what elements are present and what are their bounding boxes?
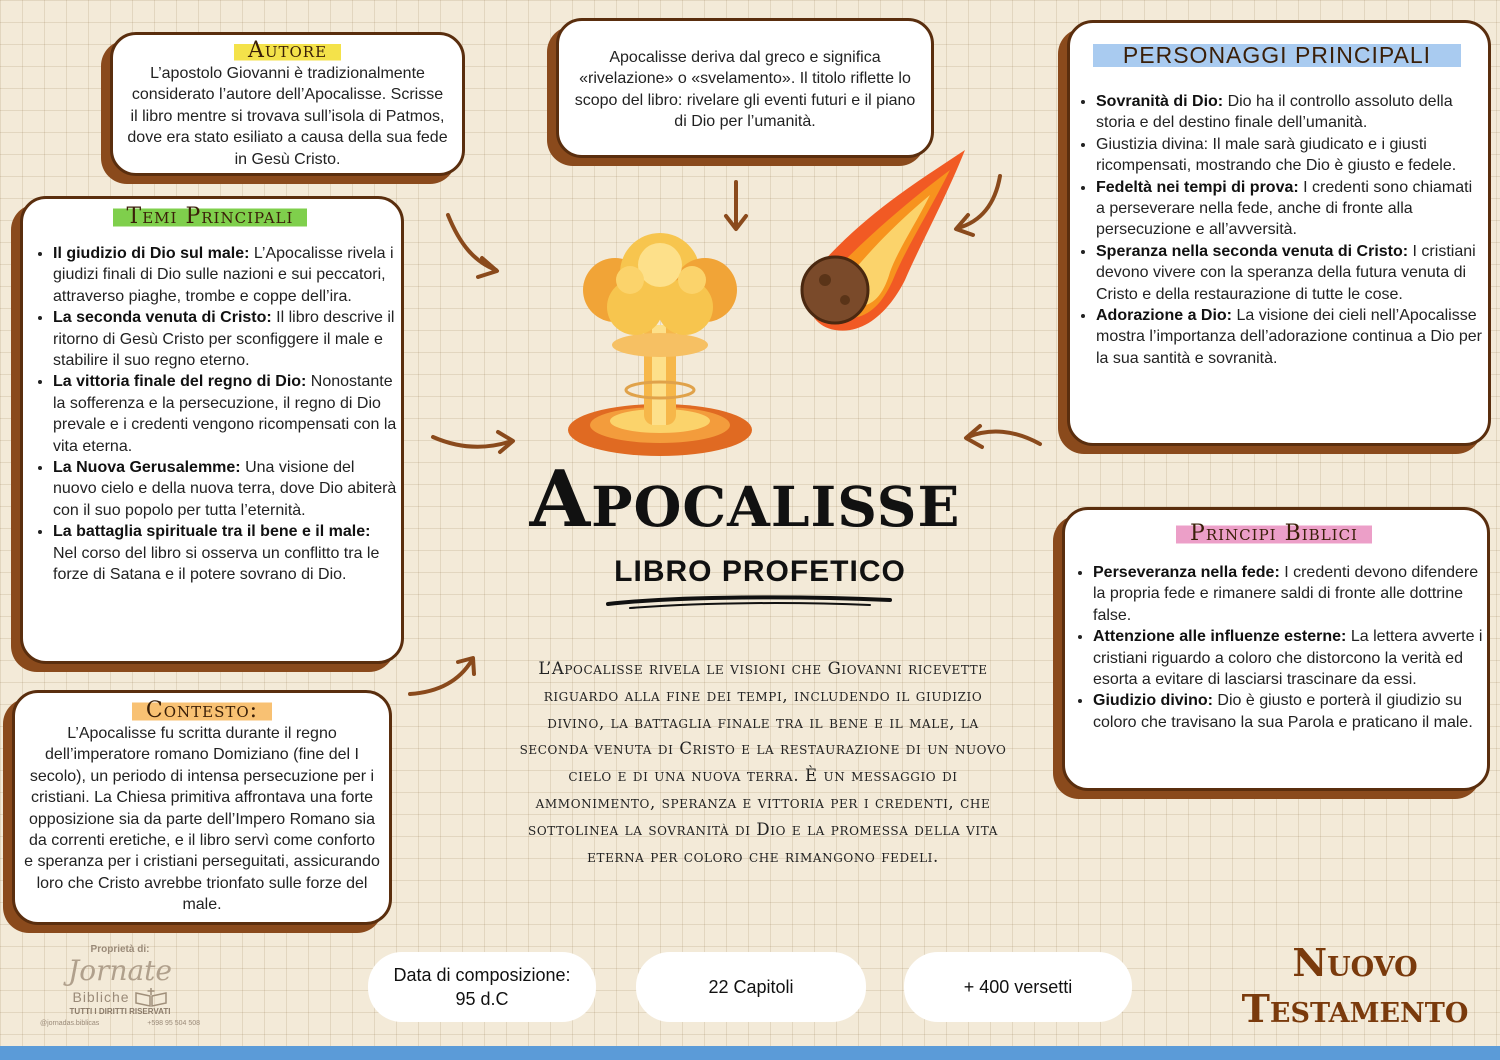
testament-line1: Nuovo [1292, 940, 1418, 985]
testament-label [1240, 940, 1470, 1032]
principi-item-text: I credenti devono difendere la propria fede e rimanere saldi di fronte alle dottrine false. [1093, 564, 1479, 624]
main-title: Apocalisse [529, 454, 961, 545]
principi-title: Principi Biblici [1176, 522, 1372, 546]
temi-item [53, 457, 397, 521]
principi-item [1093, 690, 1483, 733]
autore-text: L’apostolo Giovanni è tradizionalmente considerato l’autore dell’Apocalisse. Scrisse il libro mentre si trovava sull’isola di Patmos, dove era stato esiliato a causa della sua fede in Gesù Cristo. [127, 65, 448, 168]
personaggi-card [1067, 20, 1491, 446]
personaggi-title: PERSONAGGI PRINCIPALI [1093, 41, 1461, 69]
principi-item-text: Dio è giusto e porterà il giudizio su coloro che travisano la sua Parola e praticano il male. [1093, 692, 1473, 731]
personaggi-item-heading: Sovranità di Dio: [1096, 93, 1224, 110]
testament-line2: Testamento [1241, 986, 1469, 1031]
temi-item-heading: La seconda venuta di Cristo: [53, 309, 272, 327]
personaggi-item-text: La visione dei cieli nell’Apocalisse mostra l’importanza dell’adorazione continua a Dio per la sua santità e sovranità. [1096, 307, 1482, 367]
personaggi-item [1096, 241, 1484, 305]
personaggi-item-heading: Fedeltà nei tempi di prova: [1096, 178, 1299, 196]
principi-item [1093, 626, 1483, 690]
personaggi-item [1096, 177, 1484, 241]
arrow-icon [410, 658, 474, 694]
temi-item-heading: La battaglia spirituale tra il bene e il male: [53, 523, 371, 541]
arrow-icon [448, 215, 497, 277]
principi-item-heading: Attenzione alle influenze esterne: [1093, 628, 1347, 646]
temi-item [53, 243, 397, 307]
principi-item [1093, 562, 1483, 626]
open-book-icon [134, 987, 168, 1007]
temi-item [53, 521, 397, 585]
chapters-pill [636, 952, 866, 1022]
autore-card [110, 32, 465, 176]
brand-line1: Jornate [67, 954, 172, 987]
mushroom-cloud-icon [568, 233, 752, 456]
personaggi-item-text: Dio ha il controllo assoluto della storia e del destino finale dell’umanità. [1096, 93, 1453, 132]
principi-list [1065, 562, 1483, 733]
verses-pill [904, 952, 1132, 1022]
explosion-illustration [560, 225, 760, 465]
principi-item-heading: Giudizio divino: [1093, 692, 1213, 710]
main-subtitle: LIBRO PROFETICO [614, 555, 906, 588]
personaggi-item-text: I credenti sono chiamati a perseverare nella fede, anche di fronte alla persecuzione e all’avversità. [1096, 178, 1473, 239]
temi-card [20, 196, 404, 664]
contesto-text: L’Apocalisse fu scritta durante il regno dell’imperatore romano Domiziano (fine del I secolo), un periodo di intensa persecuzione per i cristiani. La Chiesa primitiva affrontava una forte opposizione sia da parte dell’Impero Romano sia da correnti eretiche, e il libro servì come conforto e speranza per i cristiani perseguitati, assicurando loro che Cristo avrebbe trionfato sulle forze del male. [24, 725, 380, 914]
verses-count: + 400 versetti [963, 977, 1073, 997]
temi-item-heading: La vittoria finale del regno di Dio: [53, 373, 307, 391]
bottom-bar [0, 1046, 1500, 1060]
temi-title: Temi Principali [113, 205, 308, 229]
contesto-card [12, 690, 392, 925]
temi-item [53, 307, 397, 371]
significato-card [556, 18, 934, 158]
personaggi-list [1070, 91, 1484, 369]
principi-item-text: La lettera avverte i cristiani riguardo a coloro che distorcono la verità ed esorta a evitare di lasciarsi trascinare da essi. [1093, 628, 1483, 689]
brand-line2: Bibliche [72, 989, 130, 1005]
composition-date-pill [368, 952, 596, 1022]
contesto-title: Contesto: [132, 699, 272, 723]
temi-item-text: L’Apocalisse rivela i giudizi finali di Dio sulle nazioni e sui peccatori, attraverso piaghe, trombe e coppe dell’ira. [53, 245, 394, 305]
temi-item-text: Il libro descrive il ritorno di Gesù Cristo per sconfiggere il male e stabilire il suo regno eterno. [53, 309, 395, 370]
meteor-icon [802, 150, 965, 331]
social-handle: @jornadas.biblicas [40, 1020, 100, 1027]
personaggi-item [1096, 134, 1484, 177]
personaggi-item-text: I cristiani devono vivere con la speranza della futura venuta di Cristo e della restaurazione di tutte le cose. [1096, 242, 1476, 303]
main-summary: L’Apocalisse rivela le visioni che Giovanni ricevette riguardo alla fine dei tempi, includendo il giudizio divino, la battaglia finale tra il bene e il male, la seconda venuta di Cristo e la restaurazione di un nuovo cielo e di una nuova terra. È un messaggio di ammonimento, speranza e vittoria per i credenti, che sottolinea la sovranità di Dio e la promessa della vita eterna per coloro che rimangono fedeli. [519, 659, 1007, 866]
owner-label: Proprietà di: [90, 944, 150, 955]
temi-item [53, 371, 397, 457]
chapters-count: 22 Capitoli [708, 977, 794, 997]
temi-item-text: Una visione del nuovo cielo e della nuova terra, dove Dio abiterà con il suo popolo per tutta l’eternità. [53, 459, 397, 519]
principi-item-heading: Perseveranza nella fede: [1093, 564, 1280, 581]
temi-list [23, 243, 397, 586]
significato-text: Apocalisse deriva dal greco e significa «rivelazione» o «svelamento». Il titolo riflette lo scopo del libro: rivelare gli eventi futuri e il piano di Dio per l’umanità. [574, 49, 916, 131]
temi-item-heading: La Nuova Gerusalemme: [53, 459, 241, 477]
principi-card [1062, 507, 1490, 791]
composition-date-label: Data di composizione: [393, 965, 571, 985]
rights-text: TUTTI I DIRITTI RISERVATI [69, 1007, 171, 1016]
phone-number: +598 95 504 508 [147, 1020, 200, 1027]
arrow-icon [966, 426, 1040, 447]
composition-date-value: 95 d.C [455, 989, 509, 1009]
brand-block [40, 944, 200, 1027]
arrow-icon [726, 182, 746, 229]
personaggi-item-heading: Speranza nella seconda venuta di Cristo: [1096, 242, 1409, 260]
temi-item-heading: Il giudizio di Dio sul male: [53, 245, 250, 262]
subtitle-underline [600, 592, 900, 612]
personaggi-item [1096, 91, 1484, 134]
personaggi-item-text: Giustizia divina: Il male sarà giudicato e i giusti ricompensati, mostrando che Dio è giusto e fedele. [1096, 135, 1457, 175]
personaggi-item-heading: Adorazione a Dio: [1096, 307, 1233, 325]
temi-item-text: Nel corso del libro si osserva un conflitto tra le forze di Satana e il potere sovrano di Dio. [53, 544, 380, 584]
autore-title: Autore [234, 39, 341, 63]
arrow-icon [433, 432, 513, 452]
meteor-illustration [780, 150, 970, 340]
personaggi-item [1096, 305, 1484, 369]
temi-item-text: Nonostante la sofferenza e la persecuzione, il regno di Dio prevale e i credenti vengono ricompensati con la vita eterna. [53, 373, 397, 455]
